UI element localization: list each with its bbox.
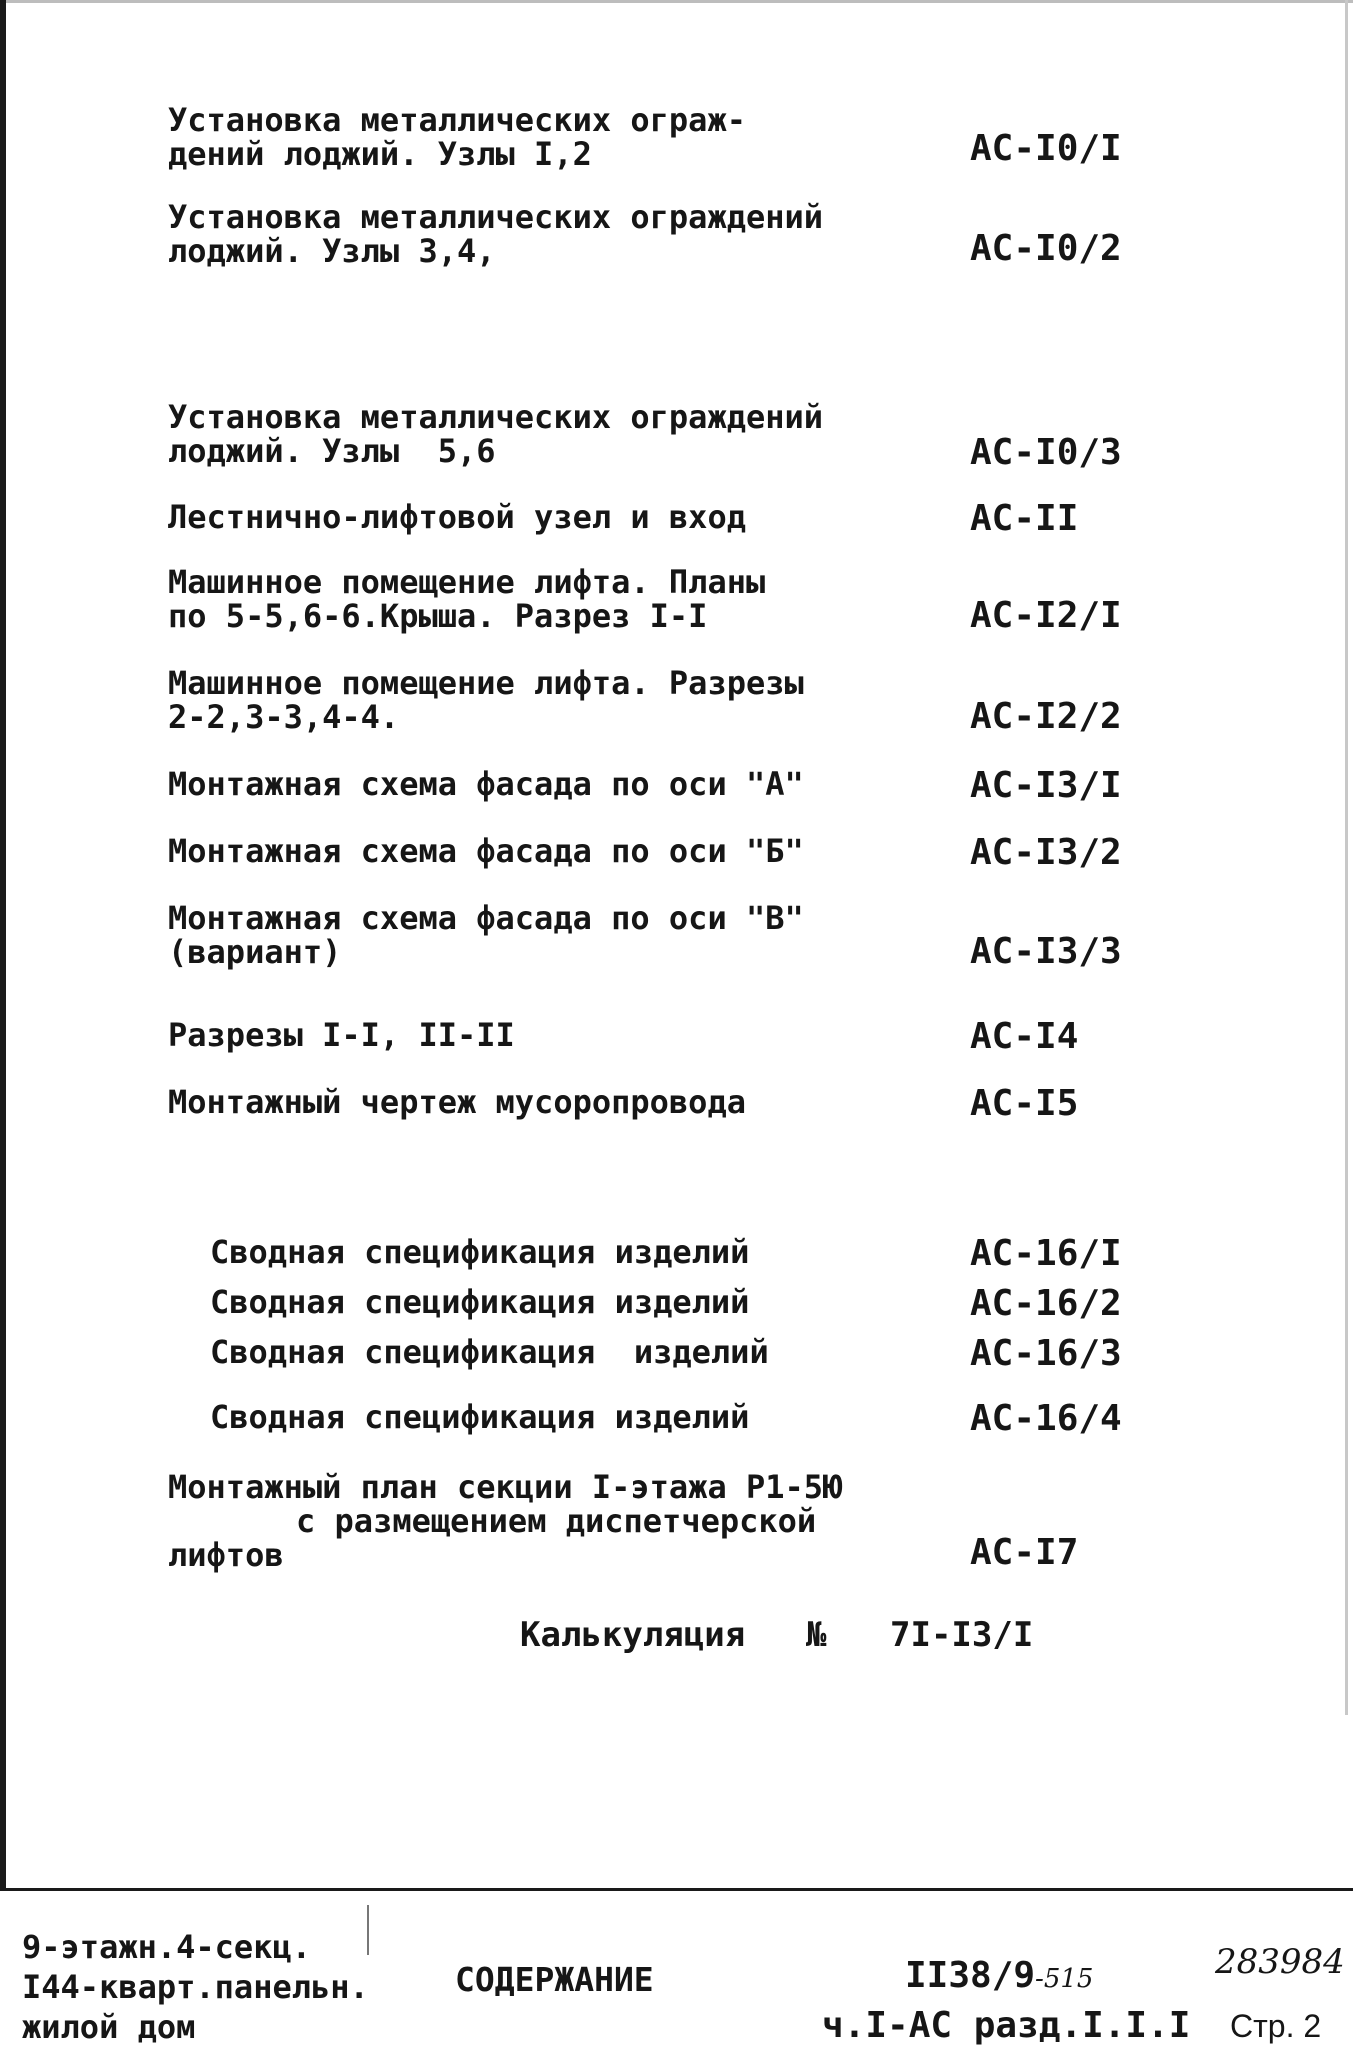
entry-sheet-code: АС-I0/2 [970,228,1122,269]
calculation-number-sign: № [806,1615,827,1655]
entry-sheet-code: АС-I3/3 [970,931,1122,972]
stamp-top-border [0,1888,1353,1891]
entry-sheet-code: АС-I4 [970,1016,1079,1057]
entry-sheet-code: АС-I2/I [970,595,1122,636]
calculation-number: 7I-I3/I [890,1615,1034,1655]
frame-left-line [0,0,6,1890]
entry-title: Установка металлических ограждений лоджий. Узлы 3,4, [168,198,824,270]
entry-title: Разрезы I-I, II-II [168,1016,515,1054]
frame-right-line [1345,0,1348,1715]
entry-sheet-code: АС-I0/3 [970,432,1122,473]
calculation-label: Калькуляция [520,1615,746,1655]
entry-title: Монтажный план секции I-этажа Р1-5Ю с размещением диспетчерской лифтов [168,1468,843,1574]
entry-title: Монтажная схема фасада по оси "Б" [168,832,804,870]
entry-title: Сводная спецификация изделий [210,1333,769,1371]
stamp-building-line-1: 9-этажн.4-секц. [22,1928,311,1966]
entry-sheet-code: АС-II [970,498,1079,539]
stamp-page-label: Стр. 2 [1230,2008,1322,2044]
entry-sheet-code: АС-I3/2 [970,832,1122,873]
entry-title: Сводная спецификация изделий [210,1283,750,1321]
entry-title: Монтажная схема фасада по оси "В" (вариант) [168,899,804,971]
entry-title: Машинное помещение лифта. Планы по 5-5,6-6.Крыша. Разрез I-I [168,563,766,635]
stamp-building-line-3: жилой дом [22,2008,196,2046]
entry-sheet-code: АС-I2/2 [970,696,1122,737]
project-code: II38/9 [905,1955,1036,1996]
entry-sheet-code: АС-16/I [970,1233,1122,1274]
frame-top-line [0,0,1353,3]
entry-sheet-code: АС-16/4 [970,1398,1122,1439]
entry-title: Монтажный чертеж мусоропровода [168,1083,746,1121]
project-code-suffix: -515 [1035,1964,1094,1994]
stamp-building-line-2: I44-кварт.панельн. [22,1968,369,2006]
entry-title: Установка металлических ограж- дений лоджий. Узлы I,2 [168,101,746,173]
entry-title: Монтажная схема фасада по оси "А" [168,765,804,803]
entry-title: Лестнично-лифтовой узел и вход [168,498,746,536]
entry-sheet-code: АС-I0/I [970,128,1122,169]
stamp-part-section: ч.I-АС разд.I.I.I [822,2005,1191,2046]
entry-title: Сводная спецификация изделий [210,1233,750,1271]
stamp-divider [367,1905,369,1955]
entry-sheet-code: АС-16/2 [970,1283,1122,1324]
stamp-section-title: СОДЕРЖАНИЕ [455,1960,654,1999]
entry-sheet-code: АС-I5 [970,1083,1079,1124]
entry-sheet-code: АС-16/3 [970,1333,1122,1374]
stamp-inventory-number: 283984 [1215,1942,1345,1982]
entry-sheet-code: АС-I7 [970,1532,1079,1573]
stamp-project-code [905,1955,1093,1996]
entry-title: Сводная спецификация изделий [210,1398,750,1436]
entry-title: Машинное помещение лифта. Разрезы 2-2,3-3,4-4. [168,664,804,736]
entry-sheet-code: АС-I3/I [970,765,1122,806]
entry-title: Установка металлических ограждений лоджий. Узлы 5,6 [168,398,824,470]
